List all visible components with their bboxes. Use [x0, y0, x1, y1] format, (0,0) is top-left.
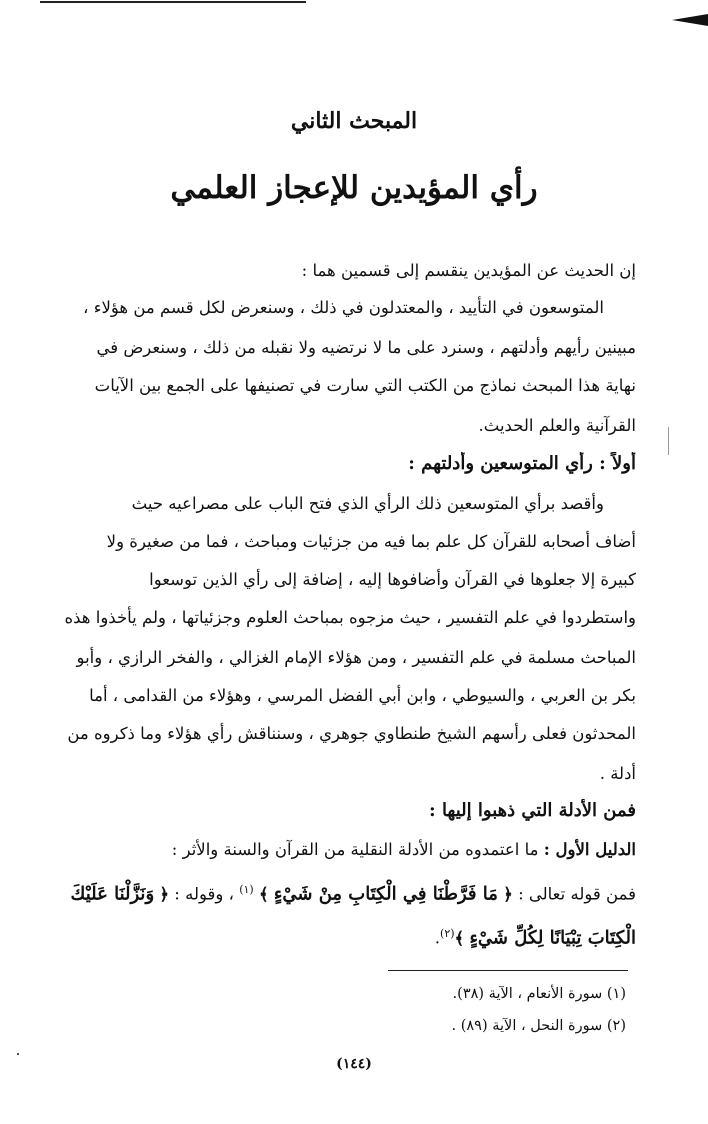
paragraph1-line-3: نهاية هذا المبحث نماذج من الكتب التي سارت في تصنيفها على الجمع بين الآيات	[94, 376, 636, 395]
paragraph2-line-1: وأقصد برأي المتوسعين ذلك الرأي الذي فتح الباب على مصراعيه حيث	[131, 494, 604, 513]
section-title: رأي المؤيدين للإعجاز العلمي	[170, 170, 538, 206]
verse-2-part-1: وَنَزَّلْنَا عَلَيْكَ	[70, 883, 155, 905]
paragraph2-line-3: كبيرة إلا جعلوها في القرآن وأضافوها إليه ، إضافة إلى رأي الذين توسعوا	[149, 570, 636, 589]
verse-2-part-2: الْكِتَابَ تِبْيَانًا لِكُلِّ شَيْءٍ	[469, 927, 636, 949]
section-label: المبحث الثاني	[290, 108, 418, 134]
paragraph2-line-6: بكر بن العربي ، والسيوطي ، وابن أبي الفضل المرسي ، وهؤلاء من القدامى ، أما	[89, 686, 636, 705]
footnote-ref-1: (١)	[239, 883, 254, 896]
intro-line: إن الحديث عن المؤيدين ينقسم إلى قسمين هما :	[301, 261, 636, 280]
quote-prefix: فمن قوله تعالى :	[512, 884, 636, 904]
paragraph2-line-5: المباحث مسلمة في علم التفسير ، ومن هؤلاء الإمام الغزالي ، والفخر الرازي ، وأبو	[76, 648, 636, 667]
quote-line-1	[0, 878, 636, 907]
first-evidence-line	[0, 838, 636, 862]
paragraph1-line-1: المتوسعون في التأييد ، والمعتدلون في ذلك ، وسنعرض لكل قسم من هؤلاء ،	[83, 298, 604, 317]
paragraph1-line-2: مبينين رأيهم وأدلتهم ، وسنرد على ما لا نرتضيه ولا نقبله من ذلك ، وسنعرض في	[96, 338, 636, 357]
first-opinion-heading: أولاً : رأي المتوسعين وأدلتهم :	[408, 453, 636, 474]
footnote-ref-2: (٢)	[440, 927, 455, 940]
paragraph2-line-8: أدلة .	[599, 764, 636, 783]
verse-1: مَا فَرَّطْنَا فِي الْكِتَابِ مِنْ شَيْءٍ	[273, 883, 498, 905]
paragraph2-line-7: المحدثون فعلى رأسهم الشيخ طنطاوي جوهري ، وسنناقش رأي هؤلاء وما ذكروه من	[67, 724, 636, 743]
ornate-bracket-open-icon: ﴿	[503, 884, 513, 904]
footnote-separator	[388, 970, 628, 971]
paragraph1-line-4: القرآنية والعلم الحديث.	[478, 416, 636, 435]
paragraph2-line-4: واستطردوا في علم التفسير ، حيث مزجوه بمباحث العلوم وجزئياتها ، ولم يأخذوا هذه	[64, 608, 636, 627]
footnote-2: (٢) سورة النحل ، الآية (٨٩) .	[451, 1018, 626, 1034]
footnote-1: (١) سورة الأنعام ، الآية (٣٨).	[452, 986, 626, 1002]
paragraph2-line-2: أضاف أصحابه للقرآن كل علم بما فيه من جزئيات ومباحث ، فما من صغيرة ولا	[106, 532, 636, 551]
page-number: (١٤٤)	[336, 1056, 372, 1072]
quote-connector: ، وقوله :	[169, 884, 240, 904]
ornate-bracket-close-icon: ﴾	[454, 928, 465, 948]
first-evidence-label: الدليل الأول :	[543, 840, 636, 859]
ornate-bracket-open-icon: ﴿	[159, 884, 170, 904]
first-evidence-text: ما اعتمدوه من الأدلة النقلية من القرآن والسنة والأثر :	[171, 840, 544, 859]
ornate-bracket-close-icon: ﴾	[258, 884, 269, 904]
evidence-heading: فمن الأدلة التي ذهبوا إليها :	[429, 800, 636, 821]
quote-line-2: الْكِتَابَ تِبْيَانًا لِكُلِّ شَيْءٍ ﴾$^{(٢)}$.	[434, 927, 636, 949]
